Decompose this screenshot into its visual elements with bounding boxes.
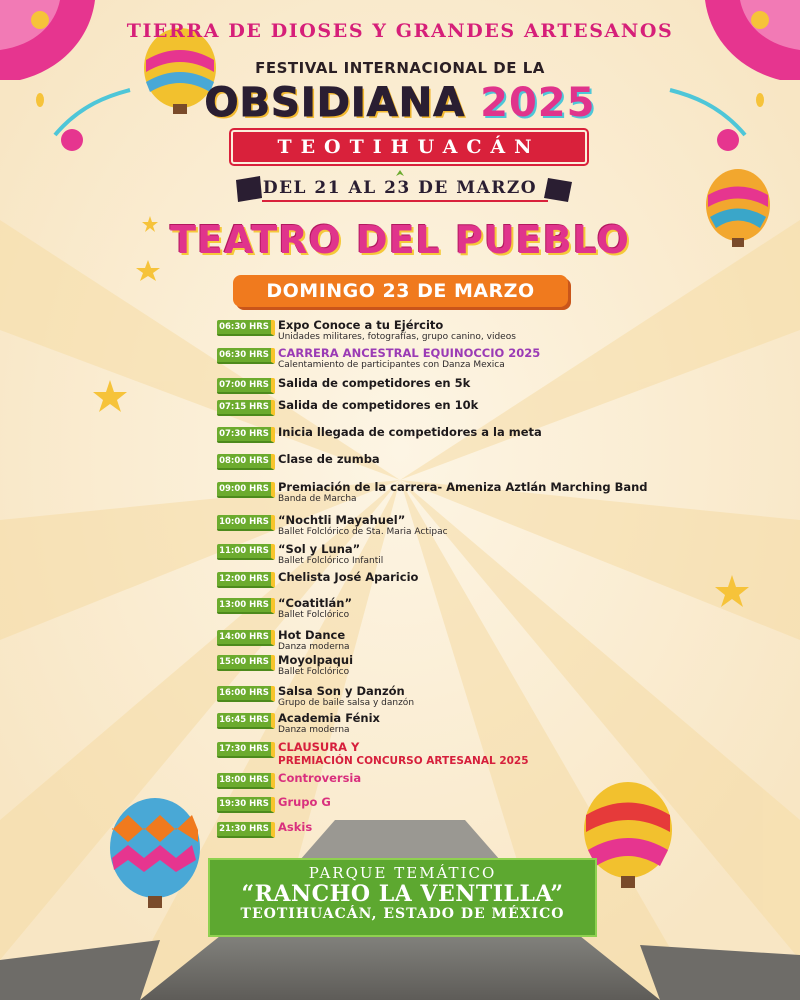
festival-dates: DEL 21 AL 23 DE MARZO bbox=[262, 178, 538, 198]
event-subtitle: PREMIACIÓN CONCURSO ARTESANAL 2025 bbox=[278, 755, 529, 767]
event-info bbox=[278, 542, 383, 567]
event-info bbox=[278, 795, 331, 809]
location-line-1: PARQUE TEMÁTICO bbox=[308, 864, 497, 882]
event-title: Salida de competidores en 5k bbox=[278, 376, 471, 390]
time-badge: 09:00 HRS bbox=[217, 482, 275, 498]
event-info bbox=[278, 684, 414, 709]
time-badge: 13:00 HRS bbox=[217, 598, 275, 614]
event-title: Moyolpaqui bbox=[278, 653, 354, 667]
event-subtitle: Banda de Marcha bbox=[278, 494, 357, 504]
event-info bbox=[278, 452, 380, 466]
event-title: CARRERA ANCESTRAL EQUINOCCIO 2025 bbox=[278, 346, 541, 360]
event-title: Inicia llegada de competidores a la meta bbox=[278, 425, 542, 439]
event-title: Salida de competidores en 10k bbox=[278, 398, 479, 412]
time-badge: 11:00 HRS bbox=[217, 544, 275, 560]
day-label: DOMINGO 23 DE MARZO bbox=[266, 280, 535, 302]
event-title: CLAUSURA Y bbox=[278, 740, 360, 754]
event-info bbox=[278, 425, 542, 439]
time-badge: 19:30 HRS bbox=[217, 797, 275, 813]
time-badge: 08:00 HRS bbox=[217, 454, 275, 470]
event-info bbox=[278, 740, 529, 768]
event-title: Askis bbox=[278, 820, 313, 834]
event-info bbox=[278, 513, 448, 538]
time-badge: 18:00 HRS bbox=[217, 773, 275, 789]
event-info bbox=[278, 398, 478, 412]
event-info bbox=[278, 318, 516, 343]
event-title: Premiación de la carrera- Ameniza Aztlán Marching Band bbox=[278, 480, 648, 494]
tagline: TIERRA DE DIOSES Y GRANDES ARTESANOS bbox=[126, 20, 674, 42]
time-badge: 12:00 HRS bbox=[217, 572, 275, 588]
time-badge: 15:00 HRS bbox=[217, 655, 275, 671]
festival-year: 2025 bbox=[480, 80, 596, 126]
event-title: Chelista José Aparicio bbox=[278, 570, 419, 584]
festival-name: OBSIDIANA bbox=[204, 80, 466, 126]
event-info bbox=[278, 376, 470, 390]
event-info bbox=[278, 596, 352, 621]
event-title: “Coatitlán” bbox=[278, 596, 353, 610]
event-info bbox=[278, 570, 418, 584]
small-flower-left bbox=[61, 129, 83, 151]
festival-subtitle: FESTIVAL INTERNACIONAL DE LA bbox=[255, 59, 545, 77]
event-info bbox=[278, 628, 350, 653]
event-info bbox=[278, 346, 540, 371]
event-title: Salsa Son y Danzón bbox=[278, 684, 405, 698]
event-info bbox=[278, 480, 648, 505]
event-title: “Nochtli Mayahuel” bbox=[278, 513, 406, 527]
event-info bbox=[278, 653, 353, 678]
place-label: TEOTIHUACÁN bbox=[277, 136, 541, 158]
event-subtitle: Danza moderna bbox=[278, 725, 350, 735]
event-title: Hot Dance bbox=[278, 628, 346, 642]
event-subtitle: Ballet Folclórico bbox=[278, 610, 350, 620]
time-badge: 14:00 HRS bbox=[217, 630, 275, 646]
time-badge: 07:00 HRS bbox=[217, 378, 275, 394]
event-title: Academia Fénix bbox=[278, 711, 380, 725]
festival-title bbox=[0, 80, 800, 126]
event-info bbox=[278, 771, 361, 785]
time-badge: 07:15 HRS bbox=[217, 400, 275, 416]
location-line-3: TEOTIHUACÁN, ESTADO DE MÉXICO bbox=[240, 906, 565, 922]
event-subtitle: Ballet Folclórico Infantil bbox=[278, 556, 384, 566]
time-badge: 07:30 HRS bbox=[217, 427, 275, 443]
day-banner bbox=[233, 275, 568, 307]
location-banner bbox=[208, 858, 597, 937]
time-badge: 06:30 HRS bbox=[217, 348, 275, 364]
time-badge: 16:00 HRS bbox=[217, 686, 275, 702]
time-badge: 17:30 HRS bbox=[217, 742, 275, 758]
time-badge: 16:45 HRS bbox=[217, 713, 275, 729]
small-flower-right bbox=[717, 129, 739, 151]
place-banner bbox=[231, 130, 587, 164]
event-subtitle: Grupo de baile salsa y danzón bbox=[278, 698, 415, 708]
time-badge: 21:30 HRS bbox=[217, 822, 275, 838]
event-title: “Sol y Luna” bbox=[278, 542, 361, 556]
venue-title: TEATRO DEL PUEBLO bbox=[170, 218, 630, 262]
time-badge: 06:30 HRS bbox=[217, 320, 275, 336]
event-title: Clase de zumba bbox=[278, 452, 380, 466]
event-info bbox=[278, 711, 380, 736]
event-title: Controversia bbox=[278, 771, 362, 785]
event-subtitle: Ballet Folclórico de Sta. Maria Actipac bbox=[278, 527, 448, 537]
event-subtitle: Danza moderna bbox=[278, 642, 350, 652]
event-subtitle: Ballet Folclórico bbox=[278, 667, 350, 677]
location-line-2: “RANCHO LA VENTILLA” bbox=[241, 881, 564, 907]
event-title: Expo Conoce a tu Ejército bbox=[278, 318, 444, 332]
event-subtitle: Unidades militares, fotografías, grupo canino, videos bbox=[278, 332, 516, 342]
event-subtitle: Calentamiento de participantes con Danza Mexica bbox=[278, 360, 505, 370]
time-badge: 10:00 HRS bbox=[217, 515, 275, 531]
event-title: Grupo G bbox=[278, 795, 331, 809]
event-info bbox=[278, 820, 312, 834]
